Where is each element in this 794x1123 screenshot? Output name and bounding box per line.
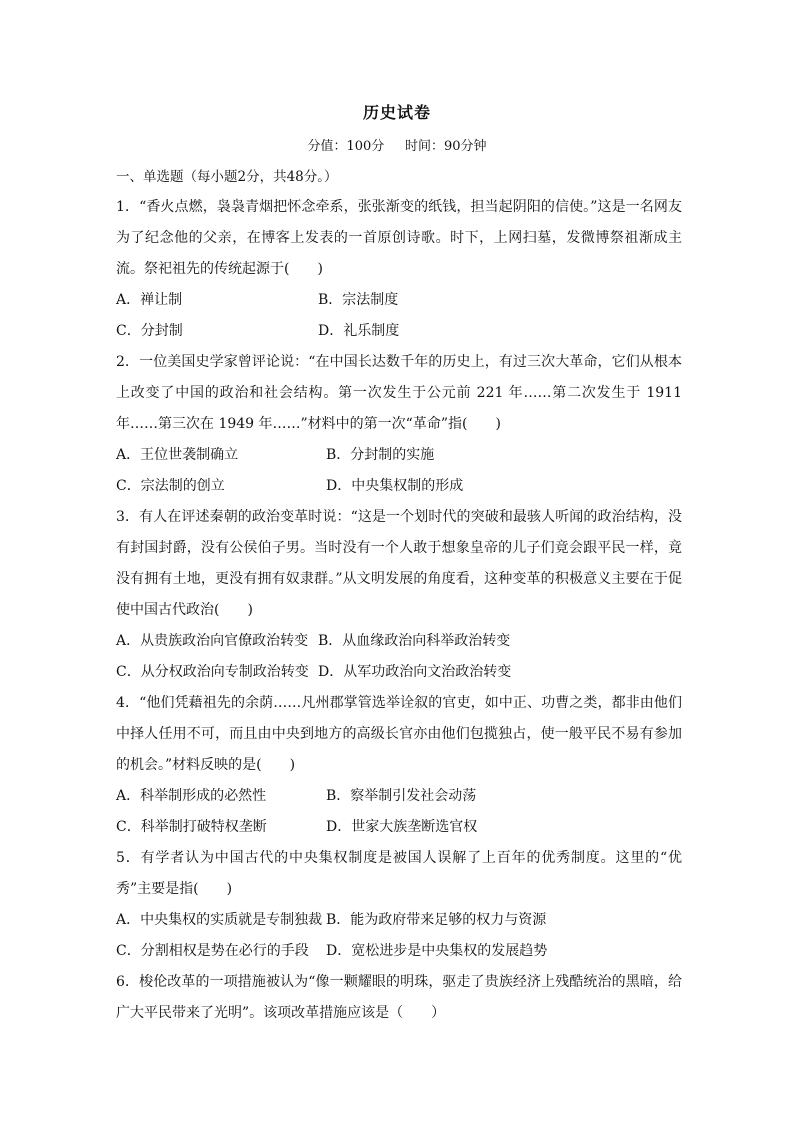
question-block: [116, 843, 682, 967]
option-row: [116, 626, 682, 657]
option-d: D．中央集权制的形成: [326, 478, 464, 494]
question-block: [116, 347, 682, 502]
option-d: D．礼乐制度: [318, 323, 400, 339]
option-b: B．从血缘政治向科举政治转变: [318, 633, 511, 649]
option-d: D．世家大族垄断选官权: [326, 819, 478, 835]
page-title: 历史试卷: [362, 103, 431, 122]
question-stem: 1．“香火点燃，袅袅青烟把怀念牵系，张张渐变的纸钱，担当起阴阳的信使。”这是一名网友为了纪念他的父亲，在博客上发表的一首原创诗歌。时下，上网扫墓，发微博祭祖渐成主流。祭祀祖先的传统起源于( ): [116, 199, 682, 277]
question-block: [116, 192, 682, 347]
option-b: B．能为政府带来足够的权力与资源: [326, 912, 547, 928]
option-row: [116, 905, 682, 936]
option-c: C．从分权政治向专制政治转变: [116, 664, 309, 680]
option-row: [116, 471, 682, 502]
question-block: [116, 688, 682, 843]
question-stem: 5．有学者认为中国古代的中央集权制度是被国人误解了上百年的优秀制度。这里的“优秀”主要是指( ): [116, 850, 682, 897]
question-block: [116, 967, 682, 1029]
option-row: [116, 316, 682, 347]
option-row: [116, 440, 682, 471]
option-b: B．分封制的实施: [326, 447, 435, 463]
option-row: [116, 812, 682, 843]
option-c: C．分封制: [116, 323, 183, 339]
option-a: A．科举制形成的必然性: [116, 788, 267, 804]
option-b: B．察举制引发社会动荡: [326, 788, 477, 804]
question-list: [116, 192, 682, 1029]
option-b: B．宗法制度: [318, 292, 399, 308]
question-stem: 3．有人在评述秦朝的政治变革时说：“这是一个划时代的突破和最骇人听闻的政治结构，没有封国封爵，没有公侯伯子男。当时没有一个人敢于想象皇帝的儿子们竟会跟平民一样，竟没有拥有土地，更没有拥有奴隶群。”从文明发展的角度看，这种变革的积极意义主要在于促使中国古代政治( ): [116, 509, 682, 618]
option-d: D．从军功政治向文治政治转变: [318, 664, 512, 680]
option-row: [116, 285, 682, 316]
exam-meta: 分值：100分 时间：90分钟: [307, 139, 487, 154]
option-a: A．禅让制: [116, 292, 183, 308]
option-row: [116, 657, 682, 688]
option-a: A．从贵族政治向官僚政治转变: [116, 633, 309, 649]
option-a: A．中央集权的实质就是专制独裁: [116, 912, 323, 928]
option-row: [116, 781, 682, 812]
question-stem: 2．一位美国史学家曾评论说：“在中国长达数千年的历史上，有过三次大革命，它们从根本上改变了中国的政治和社会结构。第一次发生于公元前 221 年……第二次发生于 1911 年……第三次在 1949 年……”材料中的第一次“革命”指( ): [116, 354, 682, 432]
question-block: [116, 502, 682, 688]
option-row: [116, 936, 682, 967]
option-a: A．王位世袭制确立: [116, 447, 239, 463]
option-c: C．宗法制的创立: [116, 478, 225, 494]
question-stem: 4．“他们凭藉祖先的余荫……凡州郡掌管选举诠叙的官吏，如中正、功曹之类，都非由他们中择人任用不可，而且由中央到地方的高级长官亦由他们包揽独占，使一般平民不易有参加的机会。”材料反映的是( ): [116, 695, 682, 773]
section-heading: 一、单选题（每小题2分，共48分。）: [116, 169, 338, 185]
question-stem: 6．梭伦改革的一项措施被认为“像一颗耀眼的明珠，驱走了贵族经济上残酷统治的黑暗，给广大平民带来了光明”。该项改革措施应该是（ ）: [116, 974, 682, 1021]
option-d: D．宽松进步是中央集权的发展趋势: [326, 943, 548, 959]
option-c: C．分割相权是势在必行的手段: [116, 943, 309, 959]
option-c: C．科举制打破特权垄断: [116, 819, 267, 835]
